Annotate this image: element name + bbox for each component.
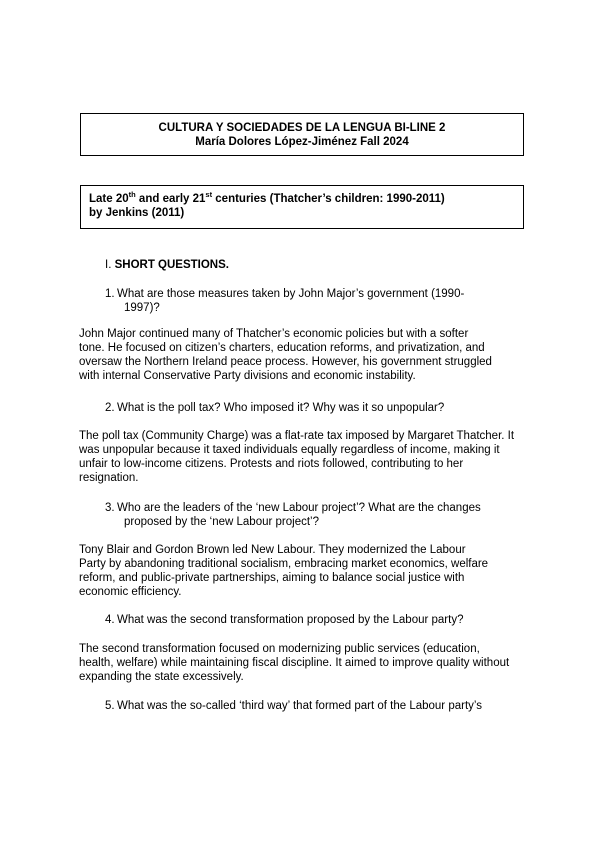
section-heading: I. SHORT QUESTIONS. [105,259,229,271]
question-1: 1. What are those measures taken by John Major’s government (1990- 1997)? [105,288,465,314]
answer-2: The poll tax (Community Charge) was a flat-rate tax imposed by Margaret Thatcher. It was unpopular because it taxed individuals equally regardless of income, making it unfair to low-income citizens. Protests and riots followed, contributing to her resignation. [79,430,515,484]
topic-author: by Jenkins (2011) [89,207,185,219]
topic-title: Late 20th and early 21st centuries (Thatcher’s children: 1990-2011) [89,190,445,205]
answer-3: Tony Blair and Gordon Brown led New Labour. They modernized the Labour Party by abandoning traditional socialism, embracing market economics, welfare reform, and public-private partnerships, aiming to balance social justice with economic efficiency. [79,544,489,598]
answer-4: The second transformation focused on modernizing public services (education, health, welfare) while maintaining fiscal discipline. It aimed to improve quality without expanding the state excessively. [79,643,510,683]
question-4: 4. What was the second transformation proposed by the Labour party? [105,614,464,626]
answer-1: John Major continued many of Thatcher’s economic policies but with a softer tone. He focused on citizen’s charters, education reforms, and privatization, and oversaw the Northern Ireland peace process. However, his government struggled with internal Conservative Party divisions and economic instability. [79,328,492,382]
course-title-box [80,113,524,156]
question-2: 2. What is the poll tax? Who imposed it? Why was it so unpopular? [105,402,445,414]
course-title: CULTURA Y SOCIEDADES DE LA LENGUA BI-LINE 2 [158,122,446,134]
instructor-term: María Dolores López-Jiménez Fall 2024 [195,136,409,148]
question-3: 3. Who are the leaders of the ‘new Labour project’? What are the changes proposed by the ‘new Labour project’? [105,502,481,528]
topic-box [80,185,524,229]
question-5: 5. What was the so-called ‘third way’ that formed part of the Labour party’s [105,700,482,712]
